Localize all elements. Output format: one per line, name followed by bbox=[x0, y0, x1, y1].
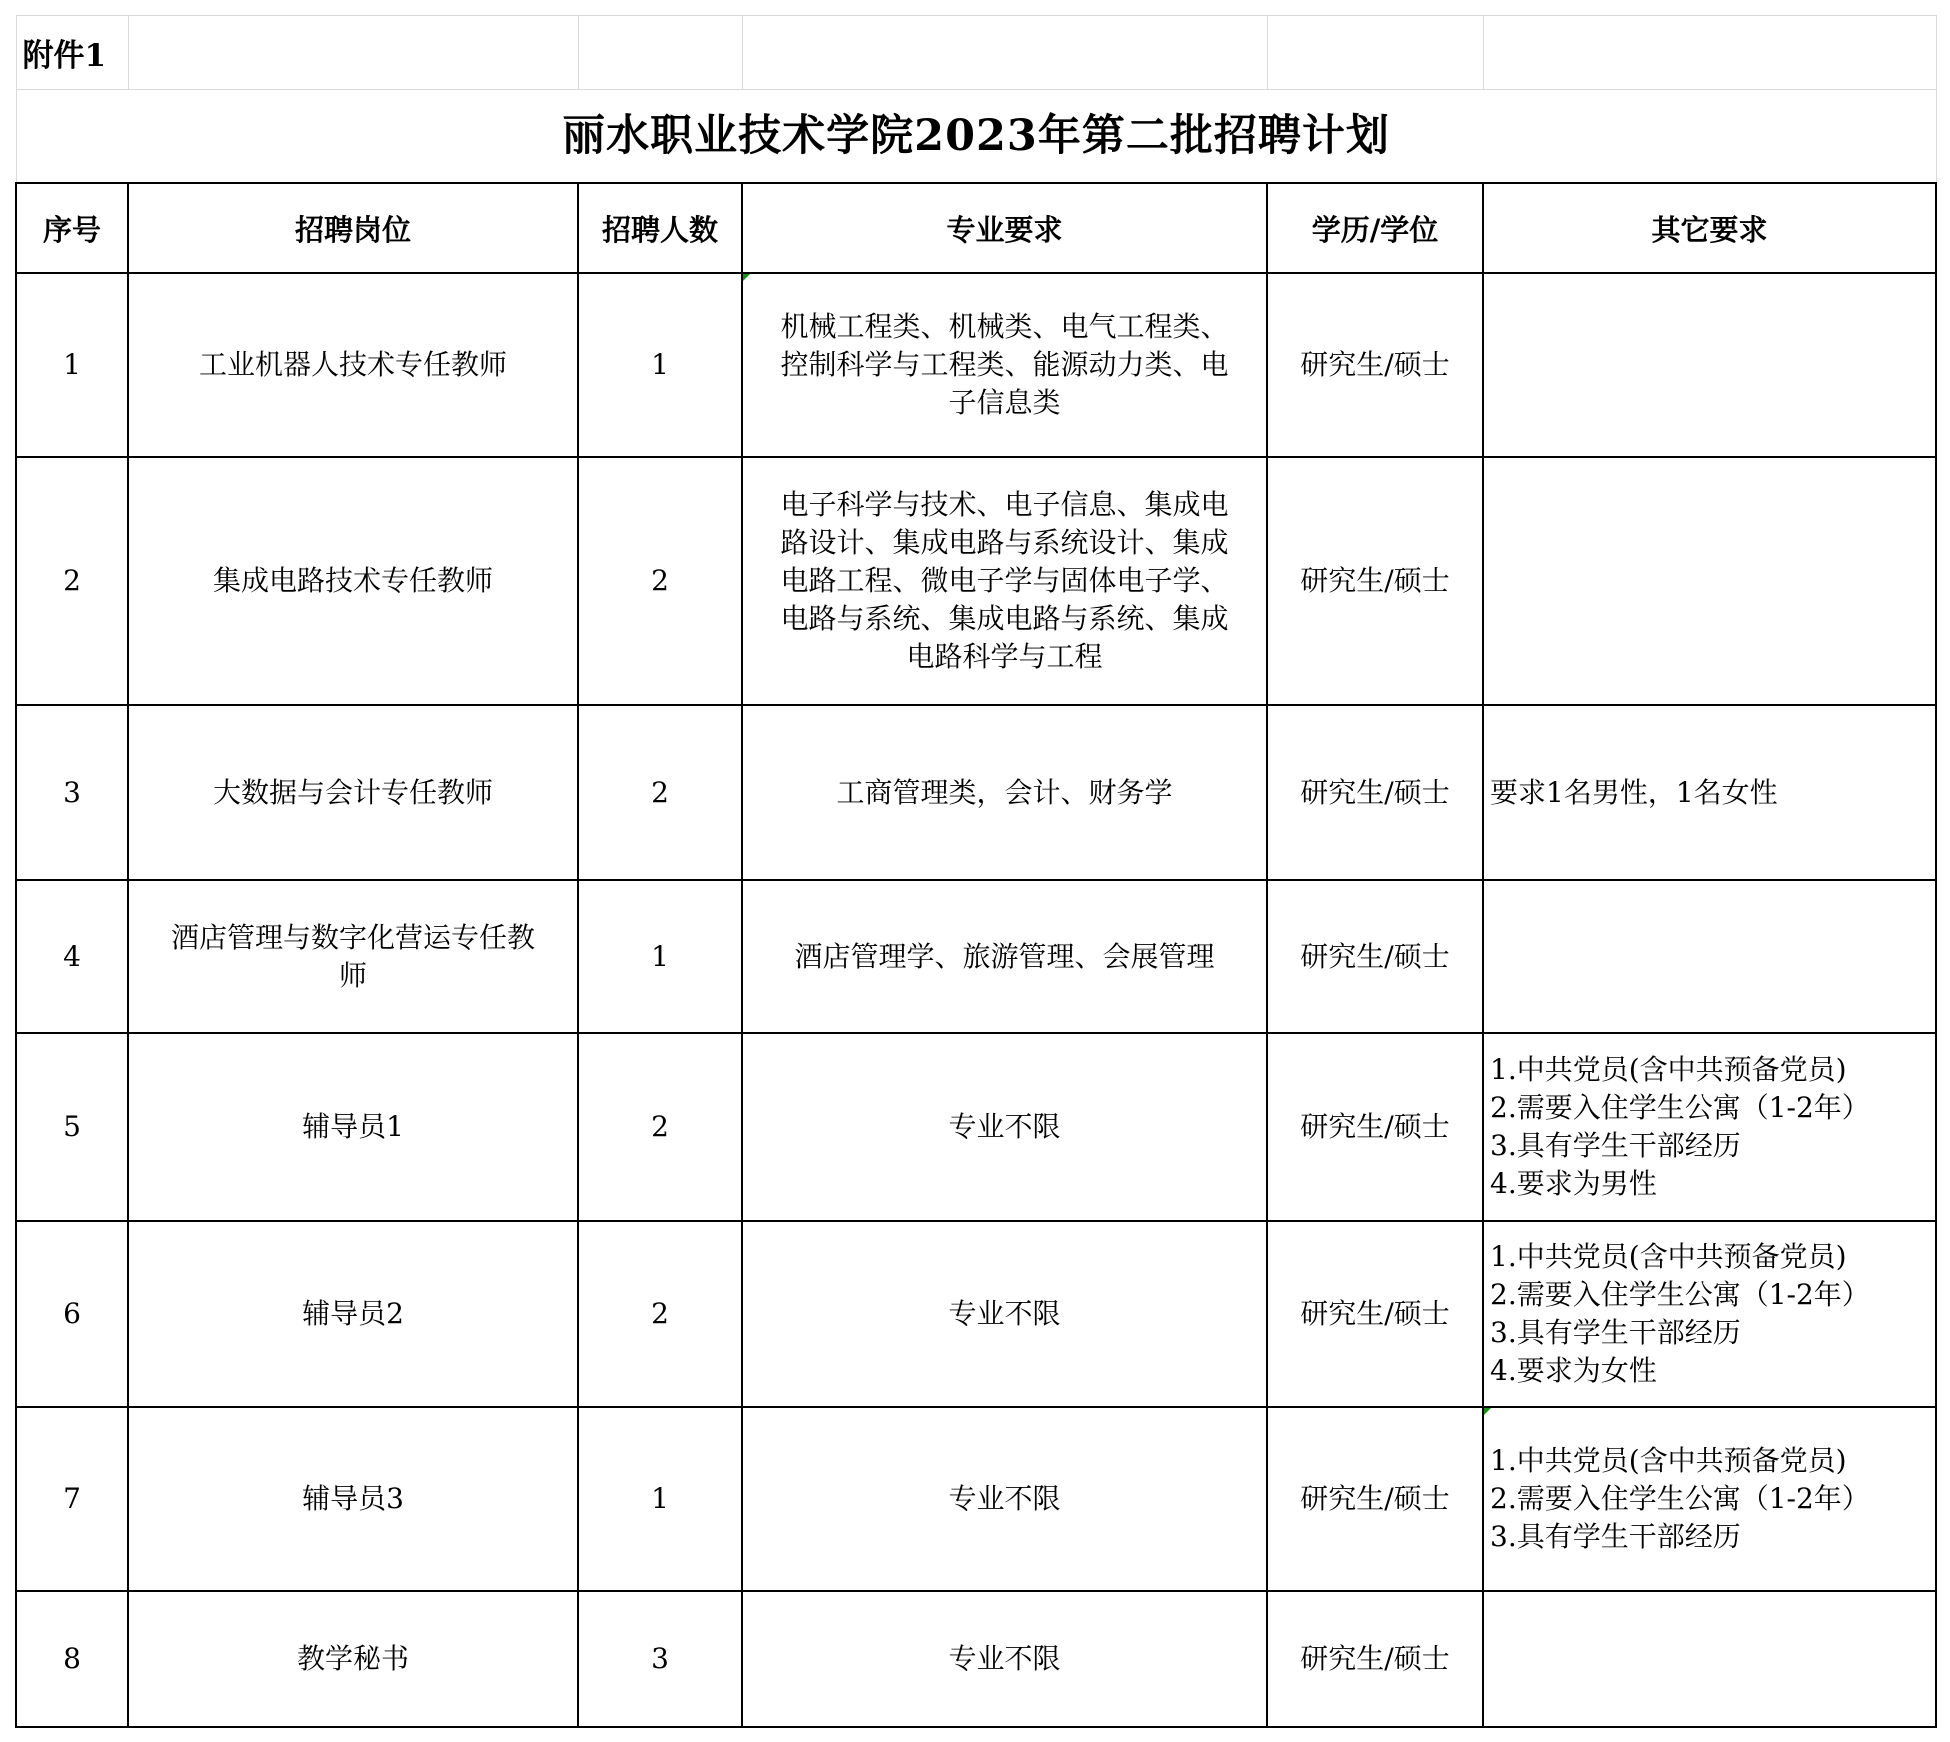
row-degree-cell[interactable]: 研究生/硕士 bbox=[1267, 705, 1483, 880]
row-other-cell[interactable]: 要求1名男性，1名女性 bbox=[1483, 705, 1936, 880]
row-position-cell[interactable]: 工业机器人技术专任教师 bbox=[128, 273, 578, 457]
row-no-cell[interactable]: 7 bbox=[16, 1407, 128, 1591]
row-position-cell[interactable]: 酒店管理与数字化营运专任教 师 bbox=[128, 880, 578, 1033]
row-major-cell[interactable]: 专业不限 bbox=[742, 1591, 1267, 1727]
table-row bbox=[16, 273, 1936, 457]
table-row bbox=[16, 1221, 1936, 1407]
row-count-cell[interactable]: 3 bbox=[578, 1591, 742, 1727]
row-other-cell[interactable]: 1.中共党员(含中共预备党员) 2.需要入住学生公寓（1-2年） 3.具有学生干部经历 4.要求为男性 bbox=[1483, 1033, 1936, 1221]
row-count-cell[interactable]: 1 bbox=[578, 880, 742, 1033]
header-degree[interactable]: 学历/学位 bbox=[1267, 183, 1483, 273]
table-row bbox=[16, 1407, 1936, 1591]
spreadsheet bbox=[15, 15, 1935, 1728]
row-degree-cell[interactable]: 研究生/硕士 bbox=[1267, 1591, 1483, 1727]
row-other-cell[interactable] bbox=[1483, 1591, 1936, 1727]
row-position-cell[interactable]: 辅导员3 bbox=[128, 1407, 578, 1591]
row-position-cell[interactable]: 大数据与会计专任教师 bbox=[128, 705, 578, 880]
row-no-cell[interactable]: 3 bbox=[16, 705, 128, 880]
header-row bbox=[16, 183, 1936, 273]
row-degree-cell[interactable]: 研究生/硕士 bbox=[1267, 457, 1483, 705]
attachment-label[interactable]: 附件1 bbox=[16, 16, 128, 90]
row-other-cell[interactable]: 1.中共党员(含中共预备党员) 2.需要入住学生公寓（1-2年） 3.具有学生干部经历 bbox=[1483, 1407, 1936, 1591]
row-major-cell[interactable]: 酒店管理学、旅游管理、会展管理 bbox=[742, 880, 1267, 1033]
table-row bbox=[16, 1033, 1936, 1221]
row-no-cell[interactable]: 8 bbox=[16, 1591, 128, 1727]
row-position-cell[interactable]: 辅导员2 bbox=[128, 1221, 578, 1407]
header-no[interactable]: 序号 bbox=[16, 183, 128, 273]
row-other-cell[interactable] bbox=[1483, 273, 1936, 457]
row-degree-cell[interactable]: 研究生/硕士 bbox=[1267, 1221, 1483, 1407]
attachment-row bbox=[16, 16, 1936, 90]
row-other-cell[interactable]: 1.中共党员(含中共预备党员) 2.需要入住学生公寓（1-2年） 3.具有学生干部经历 4.要求为女性 bbox=[1483, 1221, 1936, 1407]
row-major-cell[interactable]: 专业不限 bbox=[742, 1221, 1267, 1407]
row-degree-cell[interactable]: 研究生/硕士 bbox=[1267, 273, 1483, 457]
table-row bbox=[16, 705, 1936, 880]
table-row bbox=[16, 457, 1936, 705]
row-no-cell[interactable]: 1 bbox=[16, 273, 128, 457]
row-count-cell[interactable]: 1 bbox=[578, 1407, 742, 1591]
header-count[interactable]: 招聘人数 bbox=[578, 183, 742, 273]
row-position-cell[interactable]: 教学秘书 bbox=[128, 1591, 578, 1727]
row-major-cell[interactable]: 专业不限 bbox=[742, 1033, 1267, 1221]
row-major-cell[interactable]: 专业不限 bbox=[742, 1407, 1267, 1591]
row-degree-cell[interactable]: 研究生/硕士 bbox=[1267, 1033, 1483, 1221]
empty-cell[interactable] bbox=[1267, 16, 1483, 90]
header-major[interactable]: 专业要求 bbox=[742, 183, 1267, 273]
row-degree-cell[interactable]: 研究生/硕士 bbox=[1267, 880, 1483, 1033]
row-count-cell[interactable]: 2 bbox=[578, 1221, 742, 1407]
page-title[interactable]: 丽水职业技术学院2023年第二批招聘计划 bbox=[16, 90, 1936, 184]
table-row bbox=[16, 1591, 1936, 1727]
row-other-cell[interactable] bbox=[1483, 457, 1936, 705]
row-major-cell[interactable]: 工商管理类，会计、财务学 bbox=[742, 705, 1267, 880]
header-position[interactable]: 招聘岗位 bbox=[128, 183, 578, 273]
row-count-cell[interactable]: 1 bbox=[578, 273, 742, 457]
row-count-cell[interactable]: 2 bbox=[578, 457, 742, 705]
row-no-cell[interactable]: 4 bbox=[16, 880, 128, 1033]
title-row bbox=[16, 90, 1936, 184]
recruitment-table bbox=[15, 15, 1937, 1728]
empty-cell[interactable] bbox=[742, 16, 1267, 90]
row-major-cell[interactable]: 电子科学与技术、电子信息、集成电 路设计、集成电路与系统设计、集成 电路工程、微电子学与固体电子学、 电路与系统、集成电路与系统、集成 电路科学与工程 bbox=[742, 457, 1267, 705]
row-no-cell[interactable]: 5 bbox=[16, 1033, 128, 1221]
header-other[interactable]: 其它要求 bbox=[1483, 183, 1936, 273]
row-no-cell[interactable]: 6 bbox=[16, 1221, 128, 1407]
row-position-cell[interactable]: 集成电路技术专任教师 bbox=[128, 457, 578, 705]
empty-cell[interactable] bbox=[1483, 16, 1936, 90]
row-major-cell[interactable]: 机械工程类、机械类、电气工程类、 控制科学与工程类、能源动力类、电 子信息类 bbox=[742, 273, 1267, 457]
row-count-cell[interactable]: 2 bbox=[578, 705, 742, 880]
row-position-cell[interactable]: 辅导员1 bbox=[128, 1033, 578, 1221]
row-count-cell[interactable]: 2 bbox=[578, 1033, 742, 1221]
row-no-cell[interactable]: 2 bbox=[16, 457, 128, 705]
empty-cell[interactable] bbox=[578, 16, 742, 90]
empty-cell[interactable] bbox=[128, 16, 578, 90]
table-row bbox=[16, 880, 1936, 1033]
row-degree-cell[interactable]: 研究生/硕士 bbox=[1267, 1407, 1483, 1591]
row-other-cell[interactable] bbox=[1483, 880, 1936, 1033]
